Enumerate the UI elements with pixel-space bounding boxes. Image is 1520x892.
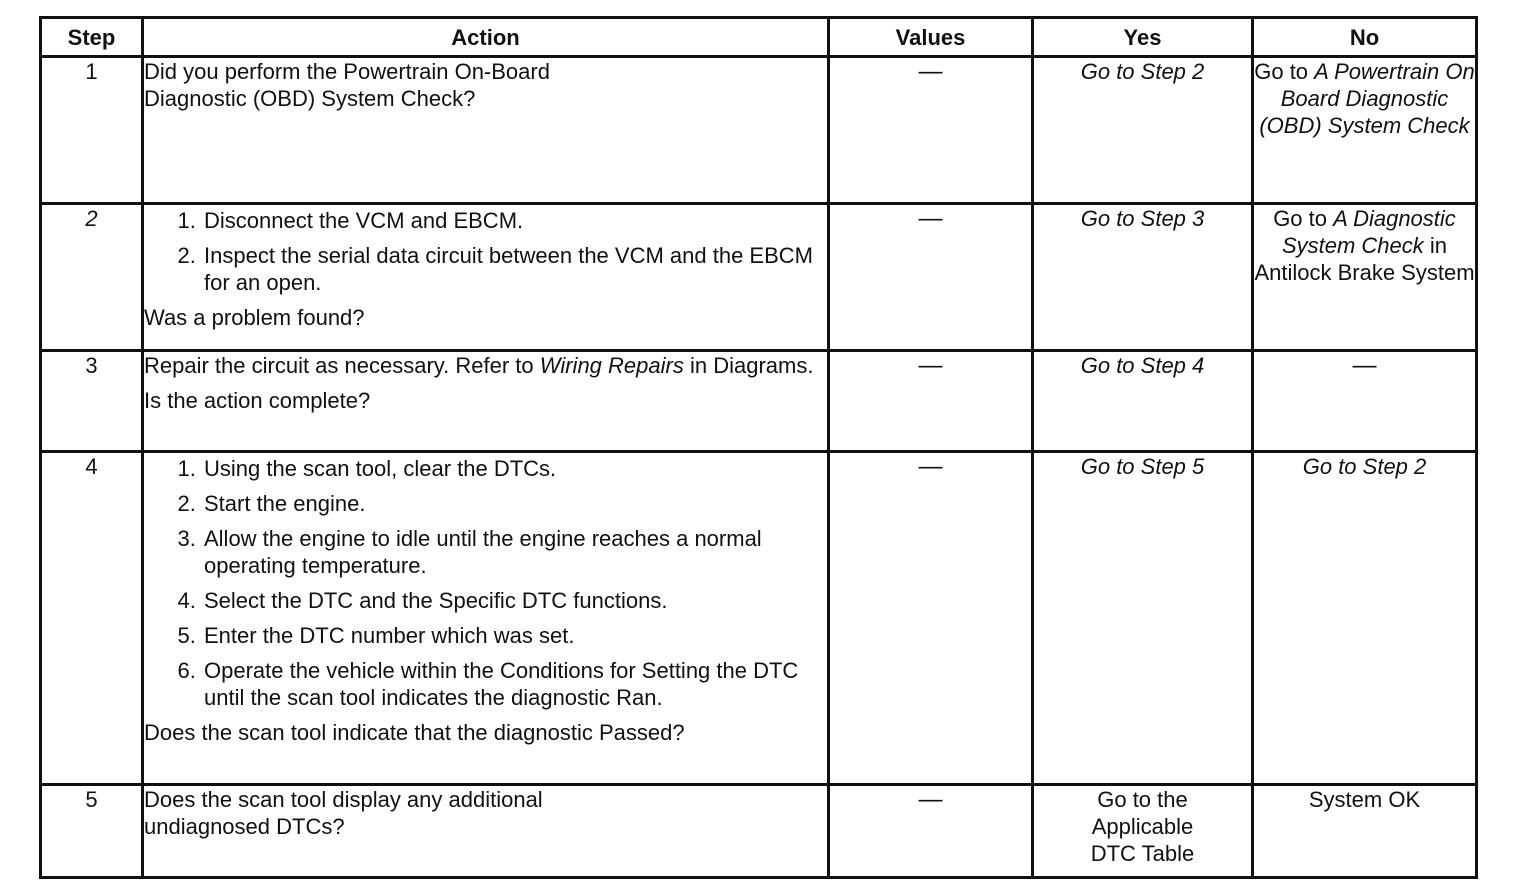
table-row — [41, 351, 1477, 452]
action-list-item: 2. Inspect the serial data circuit between the VCM and the EBCM for an open. — [202, 242, 827, 296]
action-cell — [143, 452, 829, 785]
header-values: Values — [829, 18, 1033, 57]
yes-cell: Go to Step 4 — [1033, 351, 1253, 452]
action-text-pre: Repair the circuit as necessary. Refer to — [144, 353, 540, 378]
values-cell — [829, 452, 1033, 785]
no-cell: System OK — [1253, 785, 1477, 878]
no-prefix: Go to — [1273, 206, 1334, 231]
table-row — [41, 785, 1477, 878]
action-list-item: 4. Select the DTC and the Specific DTC functions. — [202, 587, 827, 614]
action-question: Was a problem found? — [144, 305, 365, 330]
yes-text: Go to the Applicable DTC Table — [1090, 787, 1195, 866]
no-cell — [1253, 57, 1477, 204]
values-dash: — — [918, 352, 943, 379]
values-cell — [829, 785, 1033, 878]
yes-cell: Go to Step 5 — [1033, 452, 1253, 785]
action-list-item: 5. Enter the DTC number which was set. — [202, 622, 827, 649]
step-number: 1 — [41, 57, 143, 204]
no-suffix: in Antilock Brake System — [1254, 233, 1475, 285]
yes-cell: Go to Step 2 — [1033, 57, 1253, 204]
no-cell: Go to Step 2 — [1253, 452, 1477, 785]
wiring-repairs-reference: Wiring Repairs — [539, 353, 684, 378]
header-row — [41, 18, 1477, 57]
yes-cell — [1033, 785, 1253, 878]
header-step: Step — [41, 18, 143, 57]
no-reference: A Diagnostic System Check — [1281, 206, 1456, 258]
values-dash: — — [918, 786, 943, 813]
action-list-item: 1. Disconnect the VCM and EBCM. — [202, 207, 827, 234]
values-cell — [829, 57, 1033, 204]
no-reference: A Powertrain On Board Diagnostic (OBD) System Check — [1259, 59, 1475, 138]
table-row — [41, 57, 1477, 204]
action-question: Is the action complete? — [144, 388, 371, 413]
action-list-item: 6. Operate the vehicle within the Conditions for Setting the DTC until the scan tool indicates the diagnostic Ran. — [202, 657, 827, 711]
no-cell — [1253, 351, 1477, 452]
action-cell — [143, 351, 829, 452]
step-number: 5 — [41, 785, 143, 878]
diagnostic-table — [39, 16, 1478, 879]
table-row — [41, 204, 1477, 351]
step-number: 2 — [41, 204, 143, 351]
action-cell — [143, 785, 829, 878]
action-text — [144, 352, 827, 379]
step-number: 4 — [41, 452, 143, 785]
action-list-item: 3. Allow the engine to idle until the engine reaches a normal operating temperature. — [202, 525, 827, 579]
action-list-item: 1. Using the scan tool, clear the DTCs. — [202, 455, 827, 482]
values-dash: — — [918, 453, 943, 480]
action-question: Does the scan tool indicate that the diagnostic Passed? — [144, 720, 685, 745]
values-dash: — — [918, 205, 943, 232]
table-row — [41, 452, 1477, 785]
action-cell — [143, 204, 829, 351]
yes-cell: Go to Step 3 — [1033, 204, 1253, 351]
action-cell — [143, 57, 829, 204]
header-yes: Yes — [1033, 18, 1253, 57]
values-cell — [829, 204, 1033, 351]
no-dash: — — [1352, 352, 1377, 379]
action-text-post: in Diagrams. — [683, 353, 814, 378]
action-list — [144, 207, 827, 296]
values-cell — [829, 351, 1033, 452]
header-no: No — [1253, 18, 1477, 57]
no-cell — [1253, 204, 1477, 351]
header-action: Action — [143, 18, 829, 57]
no-prefix: Go to — [1254, 59, 1315, 84]
action-text: Does the scan tool display any additional undiagnosed DTCs? — [144, 787, 543, 839]
action-list — [144, 455, 827, 711]
action-list-item: 2. Start the engine. — [202, 490, 827, 517]
step-number: 3 — [41, 351, 143, 452]
action-text: Did you perform the Powertrain On-Board Diagnostic (OBD) System Check? — [144, 59, 550, 111]
values-dash: — — [918, 58, 943, 85]
